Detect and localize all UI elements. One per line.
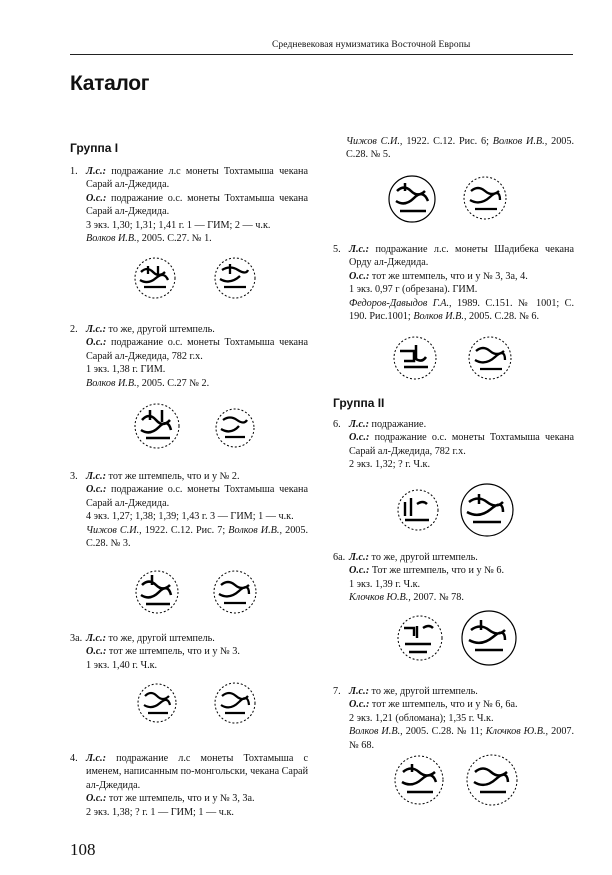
reverse-label: О.с.: xyxy=(86,646,107,658)
obverse-text: подражание. xyxy=(371,419,427,430)
coin-obverse-image xyxy=(394,337,436,379)
obverse-label: Л.с.: xyxy=(86,324,106,335)
entry-number: 5. xyxy=(333,244,341,255)
coin-reverse-image xyxy=(215,258,255,298)
catalog-entry-4-continued xyxy=(346,135,574,162)
reverse-label: О.с.: xyxy=(86,192,107,204)
coin-obverse-image xyxy=(398,490,438,530)
specimens-text: 1 экз. 1,38 г. ГИМ. xyxy=(86,364,166,376)
reference-author: Чижов С.И., xyxy=(86,524,142,536)
reverse-text: тот же штемпель, что и у № 3, 3а. xyxy=(108,793,255,805)
reference-text-2: 2005. С.28. № 3. xyxy=(86,524,309,550)
reference-text: 2005. С.27. № 1. xyxy=(141,233,212,245)
header-rule xyxy=(70,54,573,55)
reference-author-2: Волков И.В., xyxy=(228,524,283,536)
coin-images-2 xyxy=(130,400,270,452)
coin-obverse-image xyxy=(135,404,179,448)
reference-author-2: Волков И.В., xyxy=(413,311,467,323)
entry-number: 3. xyxy=(70,471,78,482)
group-heading-2: Группа II xyxy=(333,396,385,410)
specimens-text: 2 экз. 1,32; ? г. Ч.к. xyxy=(349,459,431,471)
reverse-text: тот же штемпель, что и у № 6, 6а. xyxy=(371,699,518,711)
reverse-label: О.с.: xyxy=(349,432,370,444)
catalog-entry-3a xyxy=(70,632,308,672)
coin-obverse-image xyxy=(395,756,443,804)
coin-obverse-image xyxy=(398,616,442,660)
page-title: Каталог xyxy=(70,72,150,95)
specimens-text: 4 экз. 1,27; 1,38; 1,39; 1,43 г. 3 — ГИМ; 1 — ч.к. xyxy=(86,511,294,523)
entry-number: 3а. xyxy=(70,633,83,644)
catalog-entry-4 xyxy=(70,752,308,819)
page-number: 108 xyxy=(70,840,96,859)
obverse-label: Л.с.: xyxy=(349,419,369,430)
catalog-entry-3 xyxy=(70,470,308,550)
specimens-text: 1 экз. 1,40 г. Ч.к. xyxy=(86,659,158,671)
reference-author-2: Волков И.В., xyxy=(492,136,548,147)
coin-reverse-image xyxy=(461,484,513,536)
obverse-label: Л.с.: xyxy=(86,166,106,177)
coin-reverse-image xyxy=(215,683,255,723)
reverse-text: Тот же штемпель, что и у № 6. xyxy=(371,565,504,577)
obverse-label: Л.с.: xyxy=(349,244,369,255)
obverse-text: то же, другой штемпель. xyxy=(371,552,478,563)
catalog-entry-5 xyxy=(333,243,574,323)
specimens-text: 3 экз. 1,30; 1,31; 1,41 г. 1 — ГИМ; 2 — ч.к. xyxy=(86,219,271,231)
obverse-label: Л.с.: xyxy=(86,471,106,482)
entry-number: 6. xyxy=(333,419,341,430)
obverse-text: то же, другой штемпель. xyxy=(108,324,215,335)
reverse-text: тот же штемпель, что и у № 3, 3а, 4. xyxy=(371,270,528,282)
catalog-entry-2 xyxy=(70,323,308,390)
coin-images-3a xyxy=(135,680,275,726)
reference-text: 2005. С.27 № 2. xyxy=(141,377,210,389)
reverse-label: О.с.: xyxy=(86,337,107,349)
entry-number: 7. xyxy=(333,686,341,697)
coin-reverse-image xyxy=(216,409,254,447)
coin-images-4 xyxy=(385,173,525,225)
catalog-entry-6a xyxy=(333,551,574,605)
coin-reverse-image xyxy=(469,337,511,379)
coin-reverse-image xyxy=(467,755,517,805)
specimens-text: 2 экз. 1,21 (обломана); 1,35 г. Ч.к. xyxy=(349,712,494,724)
specimens-text: 2 экз. 1,38; ? г. 1 — ГИМ; 1 — ч.к. xyxy=(86,806,234,818)
obverse-label: Л.с.: xyxy=(86,753,106,764)
reference-text-2: 2005. С.28. № 5. xyxy=(346,136,575,161)
coin-images-7 xyxy=(392,752,532,808)
group-heading-1: Группа I xyxy=(70,141,119,155)
specimens-text: 1 экз. 0,97 г (обрезана). ГИМ. xyxy=(349,284,478,296)
obverse-label: Л.с.: xyxy=(349,552,369,563)
catalog-entry-6 xyxy=(333,418,574,472)
coin-obverse-image xyxy=(135,258,175,298)
obverse-text: то же, другой штемпель. xyxy=(371,686,478,697)
reverse-text: подражание о.с. монеты Тохтамыша чекана Сарай ал-Джедида, 782 г.х. xyxy=(86,337,309,362)
catalog-entry-1 xyxy=(70,165,308,245)
reference-text-2: 2005. С.28. № 6. xyxy=(469,311,540,323)
coin-reverse-image xyxy=(464,177,506,219)
reference-author-2: Клочков Ю.В., xyxy=(485,726,549,738)
obverse-text: подражание л.с. монеты Шадибека чекана Орду ал-Джедида. xyxy=(349,244,574,269)
running-title: Средневековая нумизматика Восточной Европы xyxy=(272,40,471,50)
coin-images-6a xyxy=(395,608,535,668)
coin-obverse-image xyxy=(389,176,435,222)
reverse-text: подражание о.с. монеты Тохтамыша чекана Сарай ал-Джедида. xyxy=(86,192,309,218)
reference-author: Чижов С.И., xyxy=(346,136,403,147)
reverse-label: О.с.: xyxy=(86,484,107,496)
obverse-text: то же, другой штемпель. xyxy=(108,633,215,644)
entry-number: 4. xyxy=(70,753,78,764)
reverse-text: подражание о.с. монеты Тохтамыша чекана Сарай ал-Джедида. xyxy=(86,484,309,509)
entry-number: 1. xyxy=(70,166,78,177)
coin-obverse-image xyxy=(138,684,176,722)
entry-number: 2. xyxy=(70,324,78,335)
reverse-label: О.с.: xyxy=(349,565,370,577)
coin-obverse-image xyxy=(136,571,178,613)
reference-author: Волков И.В., xyxy=(349,726,403,738)
coin-images-3 xyxy=(130,567,270,617)
reference-text: 1922. С.12. Рис. 6; xyxy=(406,136,489,147)
reference-text: 2007. № 78. xyxy=(413,592,464,604)
reverse-text: тот же штемпель, что и у № 3. xyxy=(108,646,240,658)
obverse-text: подражание л.с монеты Тохтамыша с именем, написанным по-монгольски, чекана Сарай ал-Джедида. xyxy=(86,753,309,791)
specimens-text: 1 экз. 1,39 г. Ч.к. xyxy=(349,578,421,590)
coin-images-1 xyxy=(130,254,270,302)
coin-images-5 xyxy=(390,333,530,383)
reference-text-2: 2007. № 68. xyxy=(349,726,575,751)
coin-reverse-image xyxy=(214,571,256,613)
reference-text: 1922. С.12. Рис. 7; xyxy=(144,524,226,536)
reference-author: Волков И.В., xyxy=(86,233,140,245)
obverse-text: подражание л.с монеты Тохтамыша чекана Сарай ал-Джедида. xyxy=(86,166,308,191)
reference-author: Федоров-Давыдов Г.А., xyxy=(349,297,452,309)
reverse-label: О.с.: xyxy=(349,699,370,711)
obverse-text: тот же штемпель, что и у № 2. xyxy=(108,471,240,482)
reference-author: Клочков Ю.В., xyxy=(349,592,411,604)
obverse-label: Л.с.: xyxy=(349,686,369,697)
reverse-label: О.с.: xyxy=(349,270,370,282)
entry-number: 6а. xyxy=(333,552,346,563)
reference-author: Волков И.В., xyxy=(86,377,140,389)
obverse-label: Л.с.: xyxy=(86,633,106,644)
reverse-text: подражание о.с. монеты Тохтамыша чекана Сарай ал-Джедида, 782 г.х. xyxy=(349,432,574,457)
reference-text: 1989. С.151. № 1001; С. 190. Рис.1001; xyxy=(349,297,575,323)
reverse-label: О.с.: xyxy=(86,793,107,805)
coin-reverse-image xyxy=(462,611,516,665)
catalog-entry-7 xyxy=(333,685,574,752)
coin-images-6 xyxy=(395,482,535,538)
reference-text: 2005. С.28. № 11; xyxy=(405,726,483,738)
